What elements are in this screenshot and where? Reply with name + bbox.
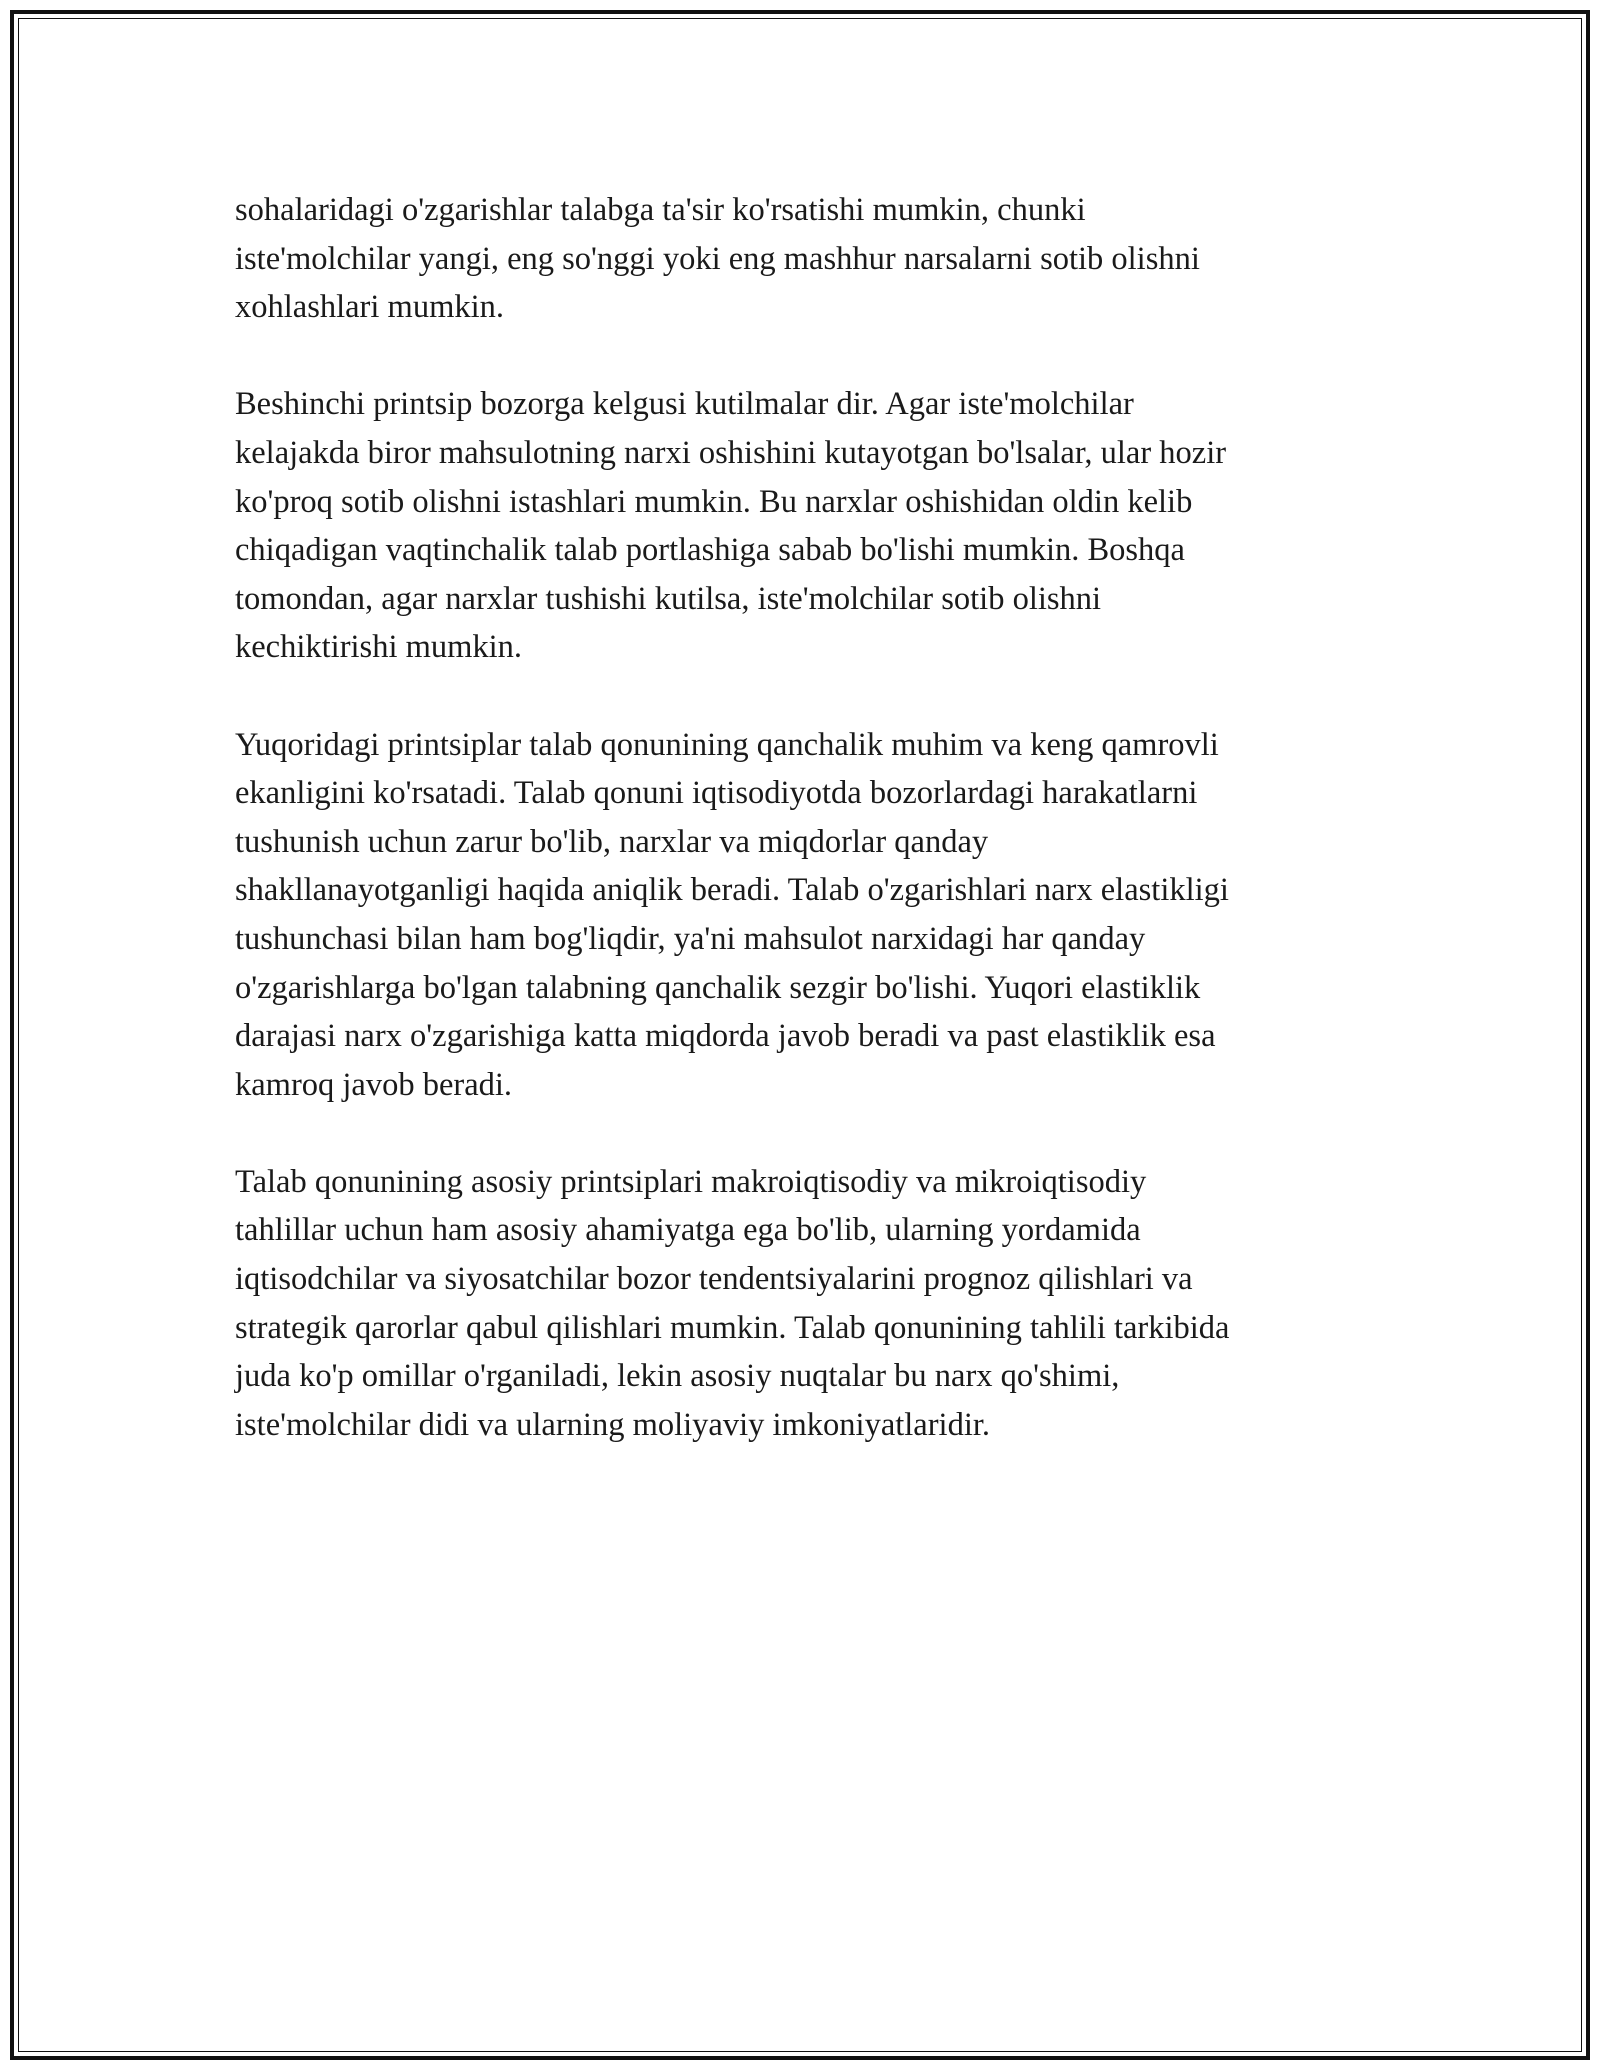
document-body (235, 186, 1375, 1449)
text-line: strategik qarorlar qabul qilishlari mumkin. Talab qonunining tahlili tarkibida (235, 1309, 1230, 1346)
text-line: tushunchasi bilan ham bog'liqdir, ya'ni mahsulot narxidagi har qanday (235, 920, 1146, 957)
paragraph (235, 1158, 1375, 1450)
text-line: o'zgarishlarga bo'lgan talabning qanchalik sezgir bo'lishi. Yuqori elastiklik (235, 969, 1201, 1006)
paragraph (235, 380, 1375, 672)
text-line: iqtisodchilar va siyosatchilar bozor tendentsiyalarini prognoz qilishlari va (235, 1261, 1193, 1298)
paragraph (235, 186, 1375, 332)
text-line: chiqadigan vaqtinchalik talab portlashiga sabab bo'lishi mumkin. Boshqa (235, 532, 1185, 569)
text-line: darajasi narx o'zgarishiga katta miqdorda javob beradi va past elastiklik esa (235, 1018, 1216, 1055)
text-line: kamroq javob beradi. (235, 1066, 513, 1103)
text-line: ekanligini ko'rsatadi. Talab qonuni iqtisodiyotda bozorlardagi harakatlarni (235, 775, 1198, 812)
text-line: xohlashlari mumkin. (235, 289, 504, 326)
text-line: iste'molchilar yangi, eng so'nggi yoki eng mashhur narsalarni sotib olishni (235, 240, 1200, 277)
text-line: ko'proq sotib olishni istashlari mumkin. Bu narxlar oshishidan oldin kelib (235, 483, 1193, 520)
text-line: tahlillar uchun ham asosiy ahamiyatga ega bo'lib, ularning yordamida (235, 1212, 1141, 1249)
text-line: Talab qonunining asosiy printsiplari makroiqtisodiy va mikroiqtisodiy (235, 1163, 1147, 1200)
text-line: tushunish uchun zarur bo'lib, narxlar va miqdorlar qanday (235, 823, 989, 860)
text-line: Yuqoridagi printsiplar talab qonunining qanchalik muhim va keng qamrovli (235, 726, 1219, 763)
text-line: tomondan, agar narxlar tushishi kutilsa, iste'molchilar sotib olishni (235, 580, 1102, 617)
text-line: Beshinchi printsip bozorga kelgusi kutilmalar dir. Agar iste'molchilar (235, 386, 1134, 423)
text-line: juda ko'p omillar o'rganiladi, lekin asosiy nuqtalar bu narx qo'shimi, (235, 1358, 1120, 1395)
paragraph (235, 721, 1375, 1110)
text-line: sohalaridagi o'zgarishlar talabga ta'sir ko'rsatishi mumkin, chunki (235, 192, 1086, 228)
text-line: shakllanayotganligi haqida aniqlik beradi. Talab o'zgarishlari narx elastikligi (235, 872, 1229, 909)
text-line: kechiktirishi mumkin. (235, 629, 523, 666)
text-line: kelajakda biror mahsulotning narxi oshishini kutayotgan bo'lsalar, ular hozir (235, 434, 1227, 471)
text-line: iste'molchilar didi va ularning moliyaviy imkoniyatlaridir. (235, 1406, 991, 1443)
